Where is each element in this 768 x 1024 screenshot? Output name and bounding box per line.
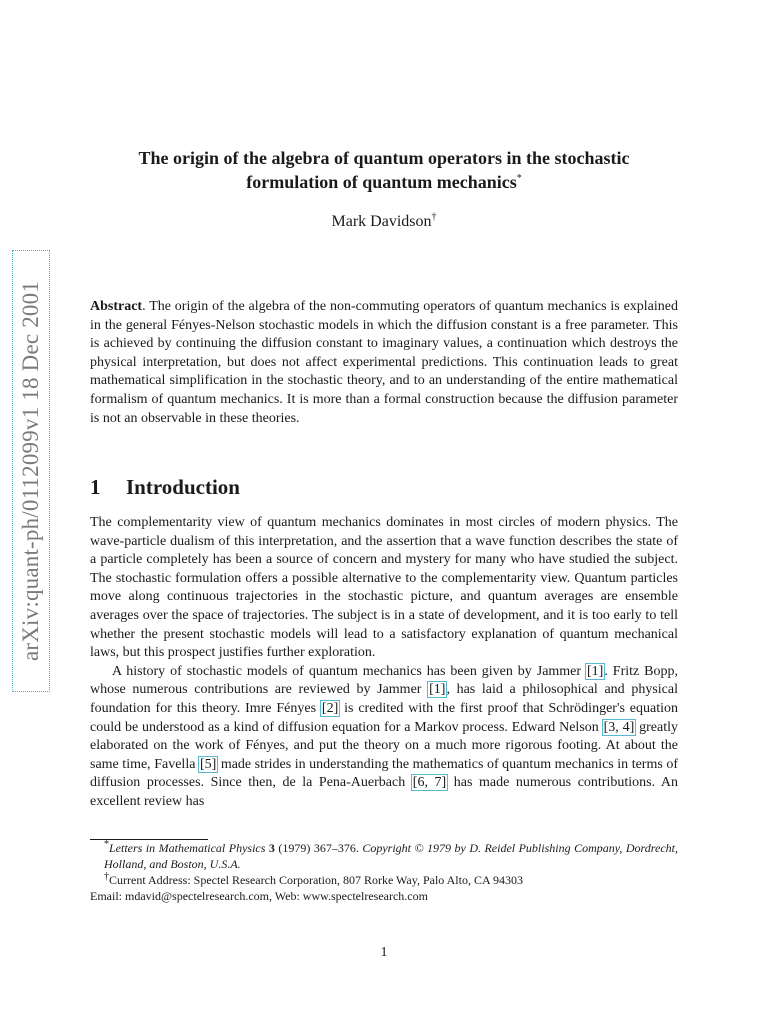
footnotes: [90, 840, 678, 904]
paragraph-2-text: , has laid a philosophical and physical foundation for this theory. Imre Fényes: [90, 682, 678, 716]
footnote-1-copyright: Copyright © 1979 by D. Reidel Publishing Company, Dordrecht, Holland, and Boston, U.S.A.: [104, 841, 678, 871]
footnote-2-address: Current Address: Spectel Research Corporation, 807 Rorke Way, Palo Alto, CA 94303: [109, 873, 523, 887]
title-line-2-text: formulation of quantum mechanics: [246, 172, 517, 192]
citation-link[interactable]: [6, 7]: [412, 775, 447, 791]
citation-link[interactable]: [2]: [321, 700, 339, 716]
section-title: Introduction: [126, 475, 240, 499]
footnote-1: [90, 840, 678, 872]
section-heading: [90, 475, 240, 500]
title-footnote-mark: *: [516, 173, 522, 184]
citation-link[interactable]: [3, 4]: [603, 719, 635, 735]
footnote-1-volume: 3: [268, 841, 275, 855]
paper-title: [90, 146, 678, 194]
paragraph-2-text: greatly elaborated on the work of Fényes, and put the theory on a much more rigorous footing. At about the same time, Favella: [90, 719, 679, 772]
abstract: [90, 298, 678, 428]
footnote-1-journal: Letters in Mathematical Physics: [109, 841, 266, 855]
footnote-1-pages: (1979) 367–376.: [274, 841, 363, 855]
author: [90, 213, 678, 231]
citation-link[interactable]: [1]: [587, 663, 604, 679]
author-footnote-mark: †: [431, 211, 437, 223]
paragraph-2-text: made strides in understanding the mathematics of quantum mechanics in terms of diffusion processes. Since then, de la Pena-Auerbach: [90, 756, 678, 791]
citation-link[interactable]: [1]: [429, 682, 446, 698]
abstract-heading: Abstract: [90, 299, 143, 314]
paragraph-2: [90, 663, 678, 812]
footnote-2-contact: Email: mdavid@spectelresearch.com, Web: www.spectelresearch.com: [90, 889, 428, 903]
abstract-text: . The origin of the algebra of the non-commuting operators of quantum mechanics is explained in the general Fényes-Nelson stochastic models in which the diffusion constant is a free parameter. This is achieved by continuing the diffusion constant to imaginary values, a continuation which destroys the physical interpretation, but does not affect experimental predictions. This continuation leads to great mathematical simplification in the stochastic theory, and to an understanding of the entire mathematical formalism of quantum mechanics. It is more than a formal construction because the diffusion parameter is not an observable in these theories.: [90, 299, 678, 426]
paragraph-2-text: is credited with the first proof that Schrödinger's equation could be understood as a kind of diffusion equation for a Markov process. Edward Nelson: [90, 700, 678, 735]
arxiv-identifier-text: arXiv:quant-ph/0112099v1 18 Dec 2001: [18, 280, 43, 662]
paragraph-2-text: . Fritz Bopp, whose numerous contributions are reviewed by Jammer: [90, 663, 679, 698]
paragraph-2-text: has made numerous contributions. An excellent review has: [90, 775, 678, 809]
author-name: Mark Davidson: [331, 213, 432, 230]
footnote-2: [90, 872, 678, 888]
title-line-1: The origin of the algebra of quantum operators in the stochastic: [138, 148, 630, 168]
section-body: [90, 514, 678, 812]
paragraph-1: The complementarity view of quantum mechanics dominates in most circles of modern physics. The wave-particle dualism of this interpretation, and the assertion that a wave function describes the state of a particle completely has been a source of concern and mystery for many who have studied the subject. The stochastic formulation offers a possible alternative to the complementarity view. Quantum particles move along continuous trajectories in the stochastic picture, and quantum averages are ensemble averages over the space of trajectories. The subject is in a state of development, and it is too early to tell whether the present stochastic models will lead to a satisfactory explanation of quantum mechanical laws, but this prospect justifies further exploration.: [90, 515, 678, 661]
citation-link[interactable]: [5]: [199, 756, 217, 772]
title-line-2: [90, 170, 678, 194]
footnote-2-mark: †: [104, 871, 109, 882]
footnote-1-mark: *: [104, 839, 109, 850]
paragraph-2-text: A history of stochastic models of quantum mechanics has been given by Jammer: [112, 663, 587, 679]
section-number: 1: [90, 475, 101, 499]
page-number: 1: [380, 945, 388, 960]
arxiv-identifier-stamp[interactable]: [12, 250, 50, 692]
